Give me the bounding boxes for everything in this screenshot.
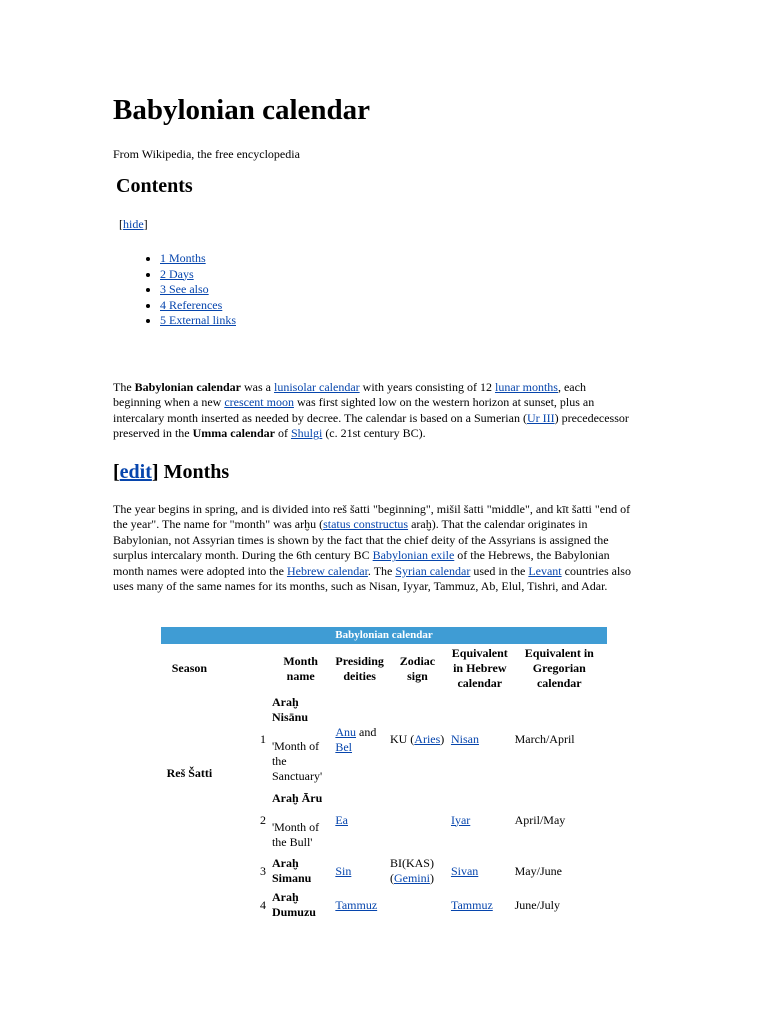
toc-item [160,267,236,283]
month-number: 1 [259,732,266,746]
hebrew-cell [448,786,512,854]
header-presiding-deities: Presiding deities [335,653,384,683]
month-number: 2 [259,812,266,827]
zodiac-cell [387,786,448,854]
link-tammuz[interactable]: Tammuz [450,897,493,912]
text: , each beginning when a new [113,380,586,410]
gregorian-cell: April/May [514,812,566,827]
month-name-cell [269,693,332,786]
header-gregorian: Equivalent in Gregorian calendar [524,646,594,690]
text: of [274,426,291,441]
link-sivan[interactable]: Sivan [450,863,479,878]
text: The year begins in spring, and is divided into reš šatti "beginning", mišil šatti "middle", and kīt šatti "end of the year". The name for "month" was arḫu ( [113,502,631,532]
link-status-constructus[interactable]: status constructus [323,517,409,532]
link-nisan[interactable]: Nisan [450,732,479,746]
season-cell-empty [161,854,218,888]
link-deity-tammuz[interactable]: Tammuz [335,897,378,912]
table-row [161,888,607,922]
table-row [161,693,607,786]
toc-list [138,251,236,329]
text: The [113,380,135,394]
text: KU ( [389,732,415,746]
toc-hide-toggle: [hide] [119,217,148,231]
text: ) [440,732,445,746]
header-month-name: Month name [283,653,318,683]
hebrew-cell [448,888,512,922]
zodiac-cell [387,888,448,922]
header-zodiac-sign: Zodiac sign [399,653,436,683]
link-babylonian-exile[interactable]: Babylonian exile [372,548,455,563]
link-deity-bel[interactable]: Bel [335,739,353,754]
gregorian-cell: May/June [514,863,562,878]
gregorian-cell: June/July [514,897,560,912]
header-season: Season [171,661,208,675]
text: ) [429,871,434,885]
month-name: Araḫ Dumuzu [271,890,316,919]
link-deity-ea[interactable]: Ea [335,812,348,827]
text: and [356,724,377,739]
text: countries also uses many of the same names for its months, such as Nisan, Iyyar, Tammuz, Ab, Elul, Tishri, and Adar. [113,563,631,594]
month-name: Araḫ Āru [271,790,323,805]
zodiac-cell [387,854,448,888]
hebrew-cell [448,693,512,786]
deity-cell [332,888,387,922]
season-cell: Reš Šatti [166,766,213,780]
toc-hide-link[interactable]: hide [123,217,144,231]
toc-link-references[interactable]: 4 References [160,297,223,312]
deity-cell [332,693,387,786]
text: was a [241,380,275,394]
month-gloss: 'Month of the Sanctuary' [271,739,323,783]
link-deity-anu[interactable]: Anu [335,724,357,739]
text: with years consisting of 12 [359,380,495,394]
link-iyar[interactable]: Iyar [450,812,471,827]
month-name-cell [269,786,332,854]
month-number: 4 [259,897,266,912]
toc-item [160,313,236,329]
link-deity-sin[interactable]: Sin [335,863,352,878]
link-gemini[interactable]: Gemini [393,871,430,885]
month-name: Araḫ Nisānu [271,695,308,724]
section-title: Months [163,461,230,483]
link-lunar-months[interactable]: lunar months [494,380,558,394]
term-bold: Babylonian calendar [134,380,242,394]
text: (c. 21st century BC). [322,426,426,441]
month-name-cell [269,888,332,922]
deity-cell [332,854,387,888]
toc-heading: Contents [116,175,193,197]
page-title: Babylonian calendar [113,94,371,126]
site-tagline: From Wikipedia, the free encyclopedia [113,147,300,161]
toc-link-external-links[interactable]: 5 External links [160,313,236,328]
text: . The [367,563,396,578]
babylonian-calendar-table [161,627,607,922]
months-paragraph [113,502,633,594]
table-header-row [161,644,607,693]
toc-item [160,251,236,267]
month-gloss: 'Month of the Bull' [271,819,320,849]
text: araḫ). That the calendar originates in Babylonian, not Assyrian times is shown by the fact that the chief deity of the Assyrians is assigned the surplus intercalary month. During the 6th century BC [113,517,609,563]
table-row [161,786,607,854]
link-hebrew-calendar[interactable]: Hebrew calendar [286,563,368,578]
zodiac-cell [387,693,448,786]
text: was first sighted low on the western horizon at sunset, plus an intercalary month inserted as needed by decree. The calendar is based on a Sumerian ( [113,395,595,425]
season-cell-empty [161,888,218,922]
text: of the Hebrews, the Babylonian month names were adopted into the [113,548,610,578]
link-syrian-calendar[interactable]: Syrian calendar [395,563,471,578]
text: used in the [470,563,529,578]
link-levant[interactable]: Levant [528,563,562,578]
text: BI(KAS) ( [389,856,434,885]
months-heading: [edit] Months [113,461,230,483]
link-aries[interactable]: Aries [414,732,441,746]
toc-item [160,282,236,298]
link-ur-iii[interactable]: Ur III [526,410,555,425]
table-caption: Babylonian calendar [161,627,607,644]
text: ) precedecessor preserved in the [113,410,629,441]
header-hebrew: Equivalent in Hebrew calendar [451,646,508,690]
toc-link-months[interactable]: 1 Months [160,251,206,265]
toc-link-days[interactable]: 2 Days [160,266,194,281]
intro-paragraph [113,380,633,442]
months-edit-link[interactable]: edit [119,461,152,483]
link-crescent-moon[interactable]: crescent moon [224,395,294,410]
term-bold: Umma calendar [192,426,275,441]
gregorian-cell: March/April [514,732,575,746]
month-name: Araḫ Simanu [271,856,312,885]
hebrew-cell [448,854,512,888]
link-lunisolar-calendar[interactable]: lunisolar calendar [274,380,360,394]
deity-cell [332,786,387,854]
toc-link-see-also[interactable]: 3 See also [160,282,209,297]
link-shulgi[interactable]: Shulgi [290,426,323,441]
month-number: 3 [259,863,266,878]
toc-item [160,298,236,314]
month-name-cell [269,854,332,888]
table-row [161,854,607,888]
header-number [218,644,269,693]
